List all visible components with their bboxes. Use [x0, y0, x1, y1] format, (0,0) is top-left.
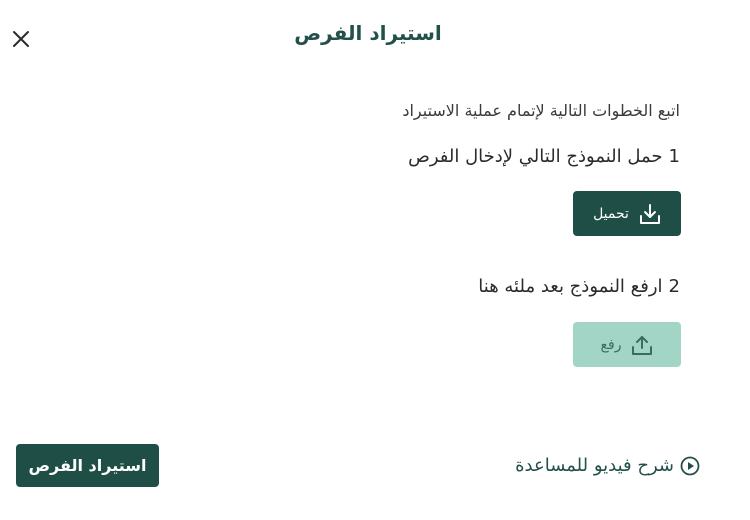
step-2-text: ارفع النموذج بعد ملئه هنا	[478, 276, 663, 297]
import-opportunities-button[interactable]: استيراد الفرص	[16, 444, 159, 487]
upload-icon	[631, 334, 653, 356]
close-button[interactable]	[10, 28, 32, 50]
step-1-title	[408, 143, 680, 171]
step-1-text: حمل النموذج التالي لإدخال الفرص	[408, 146, 663, 167]
dialog-title: استيراد الفرص	[294, 21, 442, 45]
download-icon	[639, 203, 661, 225]
upload-button-label: رفع	[600, 336, 622, 353]
download-button-label: تحميل	[593, 205, 629, 222]
help-video-label: شرح فيديو للمساعدة	[515, 455, 674, 476]
step-1-number: 1	[668, 146, 680, 167]
help-video-link[interactable]	[515, 453, 700, 479]
close-icon	[10, 28, 32, 50]
step-2-title	[478, 273, 680, 301]
play-circle-icon	[680, 456, 700, 476]
upload-template-button[interactable]	[573, 322, 681, 367]
instructions-intro: اتبع الخطوات التالية لإتمام عملية الاستيراد	[402, 101, 680, 120]
step-2-number: 2	[668, 276, 680, 297]
download-template-button[interactable]	[573, 191, 681, 236]
